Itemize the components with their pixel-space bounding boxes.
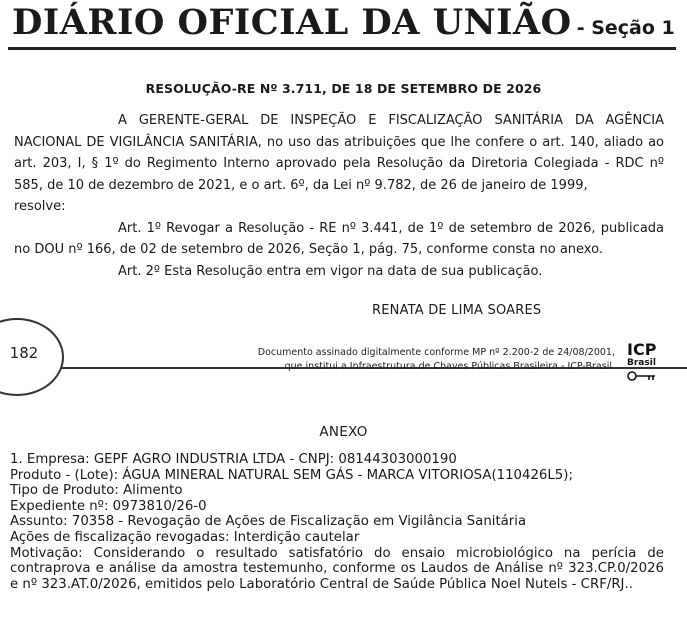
annex-title: ANEXO — [319, 424, 368, 440]
masthead — [12, 2, 675, 43]
icp-logo-subtext: Brasil — [627, 358, 656, 368]
header-rule — [8, 47, 676, 50]
resolve-line: resolve: — [14, 199, 66, 214]
page-number: 182 — [9, 344, 39, 362]
annex-product-type: Tipo de Produto: Alimento — [10, 483, 183, 499]
resolution-title: RESOLUÇÃO-RE Nº 3.711, DE 18 DE SETEMBRO DE 2026 — [145, 81, 542, 96]
annex-company: 1. Empresa: GEPF AGRO INDUSTRIA LTDA - CNPJ: 08144303000190 — [10, 452, 457, 467]
signature-notice-line-1: Documento assinado digitalmente conforme MP nº 2.200-2 de 24/08/2001, — [257, 347, 615, 358]
preamble-paragraph: A GERENTE-GERAL DE INSPEÇÃO E FISCALIZAÇÃO SANITÁRIA DA AGÊNCIA NACIONAL DE VIGILÂNCIA SANITÁRIA, no uso das atribuições que lhe confere o art. 140, aliado ao art. 203, I, § 1º do Regimento Interno aprovado pela Resolução da Diretoria Colegiada - RDC nº 585, de 10 de dezembro de 2021, e o art. 6º, da Lei nº 9.782, de 26 de janeiro de 1999, — [14, 113, 664, 193]
digital-signature-notice — [215, 346, 615, 374]
signer-name: RENATA DE LIMA SOARES — [372, 303, 542, 318]
masthead-title: DIÁRIO OFICIAL DA UNIÃO — [12, 2, 572, 43]
icp-logo-text: ICP — [627, 340, 657, 359]
article-2: Art. 2º Esta Resolução entra em vigor na data de sua publicação. — [118, 263, 543, 279]
annex-product: Produto - (Lote): ÁGUA MINERAL NATURAL SEM GÁS - MARCA VITORIOSA(110426L5); — [10, 467, 573, 483]
resolution-body — [14, 110, 664, 282]
icp-brasil-logo — [627, 342, 671, 388]
annex-motivation: Motivação: Considerando o resultado satisfatório do ensaio microbiológico na perícia de contraprova e análise da amostra testemunho, conforme os Laudos de Análise nº 323.CP.0/2026 e nº 323.AT.0/2026, emitidos pelo Laboratório Central de Saúde Pública Noel Nutels - CRF/RJ.. — [10, 545, 664, 592]
annex-subject: Assunto: 70358 - Revogação de Ações de Fiscalização em Vigilância Sanitária — [10, 514, 527, 530]
annex-revoked-actions: Ações de fiscalização revogadas: Interdição cautelar — [10, 529, 360, 545]
signature-notice-line-2: que institui a Infraestrutura de Chaves Públicas Brasileira - ICP-Brasil. — [284, 361, 615, 372]
annex-expedient: Expediente nº: 0973810/26-0 — [10, 498, 207, 514]
section-label: - Seção 1 — [576, 17, 675, 39]
article-1: Art. 1º Revogar a Resolução - RE nº 3.441, de 1º de setembro de 2026, publicada no DOU nº 166, de 02 de setembro de 2026, Seção 1, pág. 75, conforme consta no anexo. — [14, 220, 664, 257]
annex-body — [10, 452, 664, 592]
key-icon — [627, 370, 657, 382]
